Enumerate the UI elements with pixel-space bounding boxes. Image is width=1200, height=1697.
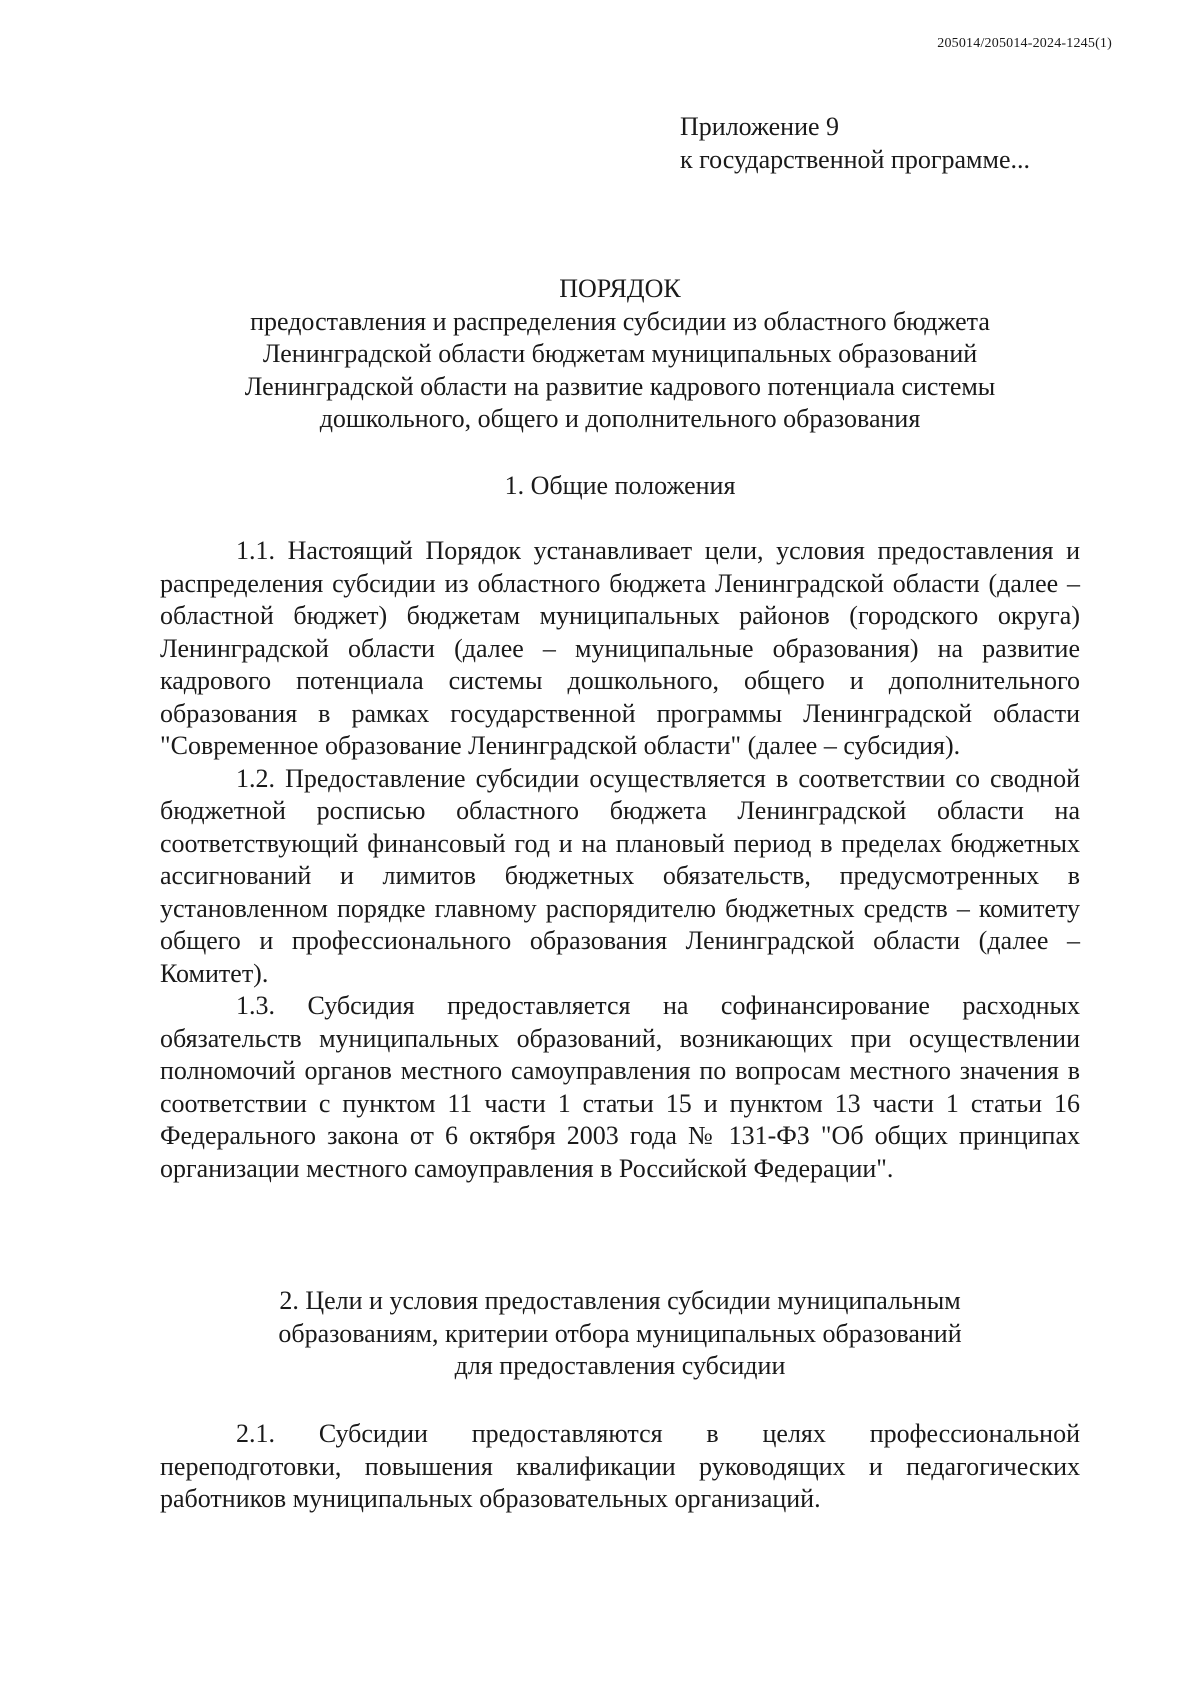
section-1-body [160,535,1080,1185]
title-line: дошкольного, общего и дополнительного образования [319,404,921,433]
paragraph-1-2: 1.2. Предоставление субсидии осуществляется в соответствии со сводной бюджетной росписью областного бюджета Ленинградской области на соответствующий финансовый год и на плановый период в пределах бюджетных ассигнований и лимитов бюджетных обязательств, предусмотренных в установленном порядке главному распорядителю бюджетных средств – комитету общего и профессионального образования Ленинградской области (далее – Комитет). [160,763,1080,988]
section-2-heading-line: образованиям, критерии отбора муниципальных образований [278,1318,962,1348]
appendix-line: Приложение 9 [680,112,840,141]
paragraph-1-3: 1.3. Субсидия предоставляется на софинансирование расходных обязательств муниципальных образований, возникающих при осуществлении полномочий органов местного самоуправления по вопросам местного значения в соответствии с пунктом 11 части 1 статьи 15 и пунктом 13 части 1 статьи 16 Федерального закона от 6 октября 2003 года № 131-ФЗ "Об общих принципах организации местного самоуправления в Российской Федерации". [160,991,1080,1183]
title-line: предоставления и распределения субсидии из областного бюджета [250,306,990,336]
section-2-heading-line: 2. Цели и условия предоставления субсидии муниципальным [279,1286,961,1315]
paragraph-2-1: 2.1. Субсидии предоставляются в целях профессиональной переподготовки, повышения квалификации руководящих и педагогических работников муниципальных образовательных организаций. [160,1419,1080,1513]
document-title [160,273,1080,436]
section-2-heading [160,1285,1080,1383]
document-id: 205014/205014-2024-1245(1) [937,36,1112,51]
appendix-reference [680,110,1030,176]
section-1-heading: 1. Общие положения [504,471,736,500]
section-2-body [160,1418,1080,1516]
section-2-heading-line: для предоставления субсидии [454,1351,786,1380]
title-heading: ПОРЯДОК [559,274,681,303]
title-line: Ленинградской области на развитие кадрового потенциала системы [244,371,996,401]
paragraph-1-1: 1.1. Настоящий Порядок устанавливает цели, условия предоставления и распределения субсидии из областного бюджета Ленинградской области (далее – областной бюджет) бюджетам муниципальных районов (городского округа) Ленинградской области (далее – муниципальные образования) на развитие кадрового потенциала системы дошкольного, общего и дополнительного образования в рамках государственной программы Ленинградской области "Современное образование Ленинградской области" (далее – субсидия). [160,536,1080,760]
title-line: Ленинградской области бюджетам муниципальных образований [262,339,978,368]
appendix-line: к государственной программе... [680,145,1030,174]
